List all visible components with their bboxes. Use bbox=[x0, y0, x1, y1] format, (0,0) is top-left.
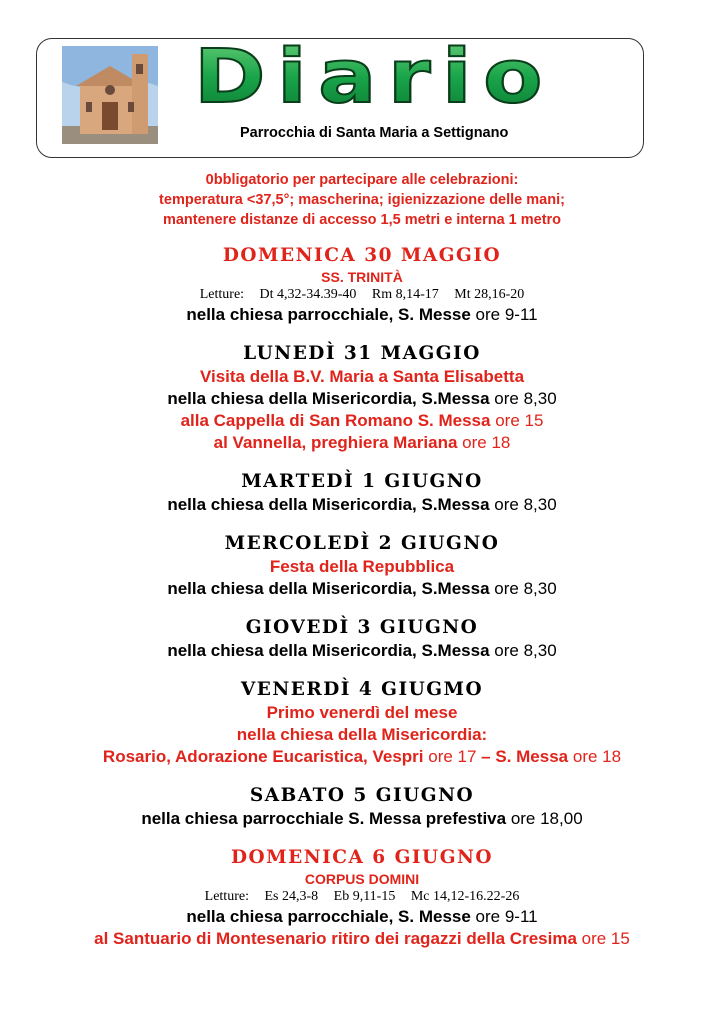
feast-name: SS. TRINITÀ bbox=[321, 269, 403, 285]
prayer-place: al Vannella, preghiera Mariana bbox=[213, 433, 458, 452]
mass-sep: – S. Messa bbox=[476, 747, 569, 766]
day-title: GIOVEDÌ 3 GIUGNO bbox=[245, 617, 479, 638]
mass-place: nella chiesa parrocchiale, S. Messe bbox=[186, 907, 471, 926]
readings bbox=[0, 286, 724, 304]
rosary-time: ore 17 bbox=[428, 747, 477, 766]
reading: Eb 9,11-15 bbox=[333, 889, 396, 904]
venue-line: nella chiesa della Misericordia: bbox=[236, 725, 488, 744]
prayer-time: ore 18 bbox=[462, 433, 511, 452]
day-block bbox=[0, 784, 724, 830]
day-title: DOMENICA 30 MAGGIO bbox=[222, 245, 502, 266]
day-block bbox=[0, 532, 724, 600]
mass-place: nella chiesa della Misericordia, S.Messa bbox=[167, 579, 490, 598]
diario-logo bbox=[184, 42, 564, 112]
feast-name: Festa della Repubblica bbox=[269, 557, 455, 576]
notice-line: temperatura <37,5°; mascherina; igienizzazione delle mani; bbox=[159, 192, 565, 208]
mass-time: ore 18,00 bbox=[510, 809, 583, 828]
mass-time: ore 8,30 bbox=[494, 641, 557, 660]
retreat-line bbox=[0, 928, 724, 950]
chapel-place: alla Cappella di San Romano S. Messa bbox=[180, 411, 491, 430]
day-block bbox=[0, 678, 724, 768]
prayer-line bbox=[0, 432, 724, 454]
chapel-time: ore 15 bbox=[495, 411, 544, 430]
header-title: Diario bbox=[194, 42, 554, 112]
mass-time: ore 8,30 bbox=[494, 495, 557, 514]
day-block bbox=[0, 616, 724, 662]
mass-time: ore 8,30 bbox=[494, 389, 557, 408]
mass-time: ore 8,30 bbox=[494, 579, 557, 598]
mass-time: ore 9-11 bbox=[475, 305, 538, 324]
retreat-time: ore 15 bbox=[581, 929, 630, 948]
mass-line bbox=[0, 578, 724, 600]
diary-content bbox=[0, 170, 724, 950]
mass-line bbox=[0, 808, 724, 830]
church-illustration bbox=[62, 46, 158, 144]
notice-line: mantenere distanze di accesso 1,5 metri e interna 1 metro bbox=[162, 212, 562, 228]
day-title: MERCOLEDÌ 2 GIUGNO bbox=[224, 533, 500, 554]
retreat-place: al Santuario di Montesenario ritiro dei ragazzi della Cresima bbox=[94, 929, 577, 948]
readings-label: Letture: bbox=[204, 889, 249, 904]
day-title: VENERDÌ 4 GIUGMO bbox=[240, 679, 484, 700]
mass-line bbox=[0, 304, 724, 326]
rosary-line bbox=[0, 746, 724, 768]
feast-name: Primo venerdì del mese bbox=[266, 703, 458, 722]
mass-line bbox=[0, 494, 724, 516]
mass-place: nella chiesa della Misericordia, S.Messa bbox=[167, 495, 490, 514]
mass-place: nella chiesa della Misericordia, S.Messa bbox=[167, 389, 490, 408]
day-title: SABATO 5 GIUGNO bbox=[249, 785, 475, 806]
covid-notice bbox=[0, 170, 724, 230]
reading: Rm 8,14-17 bbox=[371, 287, 439, 302]
day-title: MARTEDÌ 1 GIUGNO bbox=[241, 471, 483, 492]
mass-time: ore 18 bbox=[572, 747, 622, 766]
readings bbox=[0, 888, 724, 906]
parish-name: Parrocchia di Santa Maria a Settignano bbox=[240, 125, 509, 141]
reading: Mc 14,12-16.22-26 bbox=[410, 889, 520, 904]
feast-name: Visita della B.V. Maria a Santa Elisabetta bbox=[199, 367, 525, 386]
day-block bbox=[0, 244, 724, 326]
feast-name: CORPUS DOMINI bbox=[304, 871, 420, 887]
mass-place: nella chiesa parrocchiale S. Messa prefestiva bbox=[141, 809, 507, 828]
rosary-text: Rosario, Adorazione Eucaristica, Vespri bbox=[102, 747, 424, 766]
day-block bbox=[0, 342, 724, 454]
day-title: LUNEDÌ 31 MAGGIO bbox=[243, 343, 481, 364]
chapel-mass-line bbox=[0, 410, 724, 432]
day-block bbox=[0, 846, 724, 950]
mass-line bbox=[0, 640, 724, 662]
readings-label: Letture: bbox=[199, 287, 245, 302]
mass-place: nella chiesa parrocchiale, S. Messe bbox=[186, 305, 471, 324]
mass-line bbox=[0, 906, 724, 928]
notice-line: 0bbligatorio per partecipare alle celebrazioni: bbox=[205, 172, 519, 188]
reading: Es 24,3-8 bbox=[264, 889, 319, 904]
mass-time: ore 9-11 bbox=[475, 907, 538, 926]
day-block bbox=[0, 470, 724, 516]
reading: Dt 4,32-34.39-40 bbox=[259, 287, 357, 302]
mass-place: nella chiesa della Misericordia, S.Messa bbox=[167, 641, 490, 660]
mass-line bbox=[0, 388, 724, 410]
day-title: DOMENICA 6 GIUGNO bbox=[230, 847, 494, 868]
reading: Mt 28,16-20 bbox=[454, 287, 525, 302]
